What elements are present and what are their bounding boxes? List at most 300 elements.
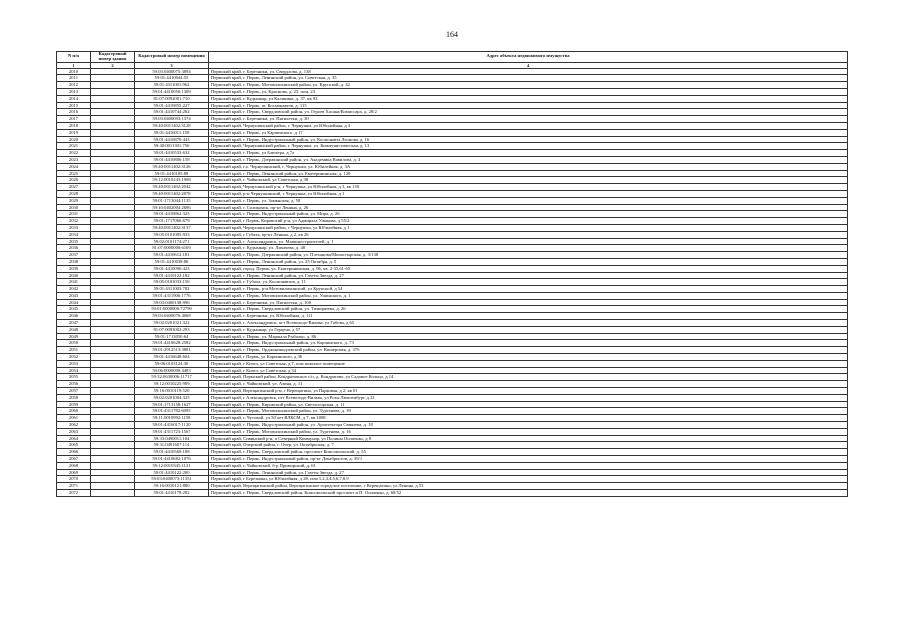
building-cadastral-cell [91,354,135,361]
building-cadastral-cell [91,326,135,333]
building-cadastral-cell [91,374,135,381]
premises-cadastral-cell: 59:01:4410038:86 [135,258,209,265]
premises-cadastral-cell: 59:01:4410862:325 [135,211,209,218]
table-row [57,435,848,442]
premises-cadastral-cell: 59:03:0400093:1374 [135,116,209,123]
premises-cadastral-cell: 59:02:0101174:271 [135,238,209,245]
table-row [57,82,848,89]
address-cell: Пермский край, г.о. Чернушинский, г. Чернушка, ул. Юбилейная, д. 3А [209,163,848,170]
address-cell: Пермский край, г. Пермь, Ленинский район, ул. Газеты Звезда, д. 27 [209,469,848,476]
table-row [57,394,848,401]
row-number: 2051 [57,347,91,354]
table-row [57,469,848,476]
table-row [57,170,848,177]
building-cadastral-cell [91,156,135,163]
row-number: 2034 [57,231,91,238]
premises-cadastral-cell: 59:01:2912513:3881 [135,347,209,354]
premises-cadastral-cell: 59:01:4410855:227 [135,102,209,109]
premises-cadastral-cell: 59:16:0010119:520 [135,388,209,395]
row-number: 2038 [57,258,91,265]
table-row [57,388,848,395]
address-cell: Пермский край, Сивинский р-н, п Северный Коммунар, ул Полины Осипенко, д 8 [209,435,848,442]
table-row [57,476,848,483]
premises-cadastral-cell: 59:01:4410050:1309 [135,88,209,95]
building-cadastral-cell [91,197,135,204]
premises-cadastral-cell: 59:01:4410628:2582 [135,340,209,347]
building-cadastral-cell [91,394,135,401]
table-row [57,408,848,415]
address-cell: Пермский край, г. Пермь, Мотовилихинский район, ул. Ушинского, д. 1 [209,292,848,299]
table-row [57,462,848,469]
address-cell: Пермский край, Верещагинский район, Верещагинское городское поселение, г Верещагино, ул Ленина, д 53 [209,483,848,490]
row-number: 2056 [57,381,91,388]
table-row [57,109,848,116]
building-cadastral-cell [91,75,135,82]
premises-cadastral-cell: 59:03:0400075:3894 [135,68,209,75]
row-number: 2043 [57,292,91,299]
table-row [57,156,848,163]
building-cadastral-cell [91,435,135,442]
table-row [57,340,848,347]
row-number: 2062 [57,422,91,429]
row-number: 2029 [57,197,91,204]
premises-cadastral-cell: 59:01:4311003:782 [135,286,209,293]
premises-cadastral-cell: 59:01:4416011:158 [135,129,209,136]
building-cadastral-cell [91,204,135,211]
address-cell: Пермский край, Пермский район, Кондратовское с/п, д. Кондратово, ул Садовое Кольцо, д 14 [209,374,848,381]
premises-cadastral-cell: 59:01:4410744:262 [135,109,209,116]
building-cadastral-cell [91,143,135,150]
table-row [57,483,848,490]
premises-cadastral-cell: 59:12:0010345:1121 [135,462,209,469]
building-cadastral-cell [91,360,135,367]
premises-cadastral-cell: 59:06:0103124:30 [135,360,209,367]
row-number: 2024 [57,163,91,170]
row-number: 2059 [57,401,91,408]
table-row [57,320,848,327]
row-number: 2047 [57,320,91,327]
address-cell: Пермский край, г. Александровск, пгт Всеволодо-Вильва, ул Габова, д 65 [209,320,848,327]
premises-cadastral-cell: 59:01:4416017:1120 [135,422,209,429]
premises-cadastral-cell: 59:01:4410682:1076 [135,456,209,463]
table-row [57,333,848,340]
table-row [57,265,848,272]
premises-cadastral-cell: 59:01:1717066:679 [135,218,209,225]
address-cell: Пермский край, г. Пермь, р-н Мотовилихинский, ул Крупской, д 54 [209,286,848,293]
row-number: 2070 [57,476,91,483]
building-cadastral-cell [91,258,135,265]
building-cadastral-cell [91,320,135,327]
building-cadastral-cell [91,442,135,449]
building-cadastral-cell [91,381,135,388]
row-number: 2035 [57,238,91,245]
row-number: 2019 [57,129,91,136]
table-row [57,184,848,191]
address-cell: Пермский край, г Кизел, ул Советская, д 34 [209,367,848,374]
premises-cadastral-cell: 59:40:0011402:2042 [135,184,209,191]
table-row [57,88,848,95]
building-cadastral-cell [91,299,135,306]
address-cell: Пермский край, г Пермь, ул Карпинского, д 36 [209,354,848,361]
table-row [57,136,848,143]
address-cell: Пермский край, г. Пермь, Ленинский район, ул. Советская, д. 35 [209,75,848,82]
premises-cadastral-cell: 59:01:4410569:188 [135,449,209,456]
table-row [57,197,848,204]
building-cadastral-cell [91,272,135,279]
premises-cadastral-cell: 59:05:0101005:933 [135,231,209,238]
premises-cadastral-cell: 59:12:0010243:1908 [135,177,209,184]
premises-cadastral-cell: 59:01:4416648:604 [135,354,209,361]
address-cell: Пермский край, г. Пермь, ул. Краснова, д. 25, пом. 23 [209,88,848,95]
table-row [57,116,848,123]
row-number: 2031 [57,211,91,218]
table-row [57,218,848,225]
table-body [57,68,848,496]
row-number: 2014 [57,95,91,102]
premises-cadastral-cell: 59:01:1713050:64 [135,333,209,340]
row-number: 2066 [57,449,91,456]
premises-cadastral-cell: 59:01:4311906:1776 [135,292,209,299]
address-cell: Пермский край, г. Чайковский, ул. Азина, д. 11 [209,381,848,388]
building-cadastral-cell [91,313,135,320]
row-number: 2061 [57,415,91,422]
building-cadastral-cell [91,170,135,177]
address-cell: Пермский край, Чернушинский район, г Чернушка, ул Юбилейная, д 1 [209,224,848,231]
address-cell: Пермский край, г Губаха, пр-кт Ленина, д 2, кв 26 [209,231,848,238]
table-header-row [57,52,848,63]
building-cadastral-cell [91,224,135,231]
table-row [57,245,848,252]
table-row [57,326,848,333]
row-number: 2018 [57,122,91,129]
address-cell: Пермский край, Верещагинский р-н, г Верещагино, ул Парковая, д 2, кв 01 [209,388,848,395]
row-number: 2012 [57,82,91,89]
building-cadastral-cell [91,415,135,422]
table-row [57,374,848,381]
row-number: 2048 [57,326,91,333]
address-cell: Пермский край, Чернушинский район, г. Чернушка, ул Юбилейная, д 3 [209,122,848,129]
row-number: 2063 [57,428,91,435]
premises-cadastral-cell: 59:01:4410806:158 [135,156,209,163]
premises-cadastral-cell: 59:03:0400138:996 [135,299,209,306]
building-cadastral-cell [91,469,135,476]
row-number: 2033 [57,224,91,231]
address-cell: Пермский край, г. Пермь, Свердловский район, ул. Тимирязева, д. 26 [209,306,848,313]
building-cadastral-cell [91,136,135,143]
address-cell: Пермский край, г. Кудымкар, ул. Лихачева, д. 48 [209,245,848,252]
address-cell: Пермский край, Очерский район, г. Очер, ул. Октябрьская, д. 7 [209,442,848,449]
building-cadastral-cell [91,211,135,218]
address-cell: Пермский край, г. Пермь, Ленинский район, ул. Екатерининская, д. 120 [209,170,848,177]
premises-cadastral-cell: 59:10:0402004:2696 [135,204,209,211]
address-cell: Пермский край, г. Александровск, ул. Машиностроителей, д. 1 [209,238,848,245]
premises-cadastral-cell: 59:32:0630006:11717 [135,374,209,381]
address-cell: Пермский край, город. Пермь, ул. Екатерининская, д. 96, кв. 2-35,61-65 [209,265,848,272]
address-cell: Пермский край, г. Пермь, Орджоникидзевский район, ул. Вишерская, д. 37б [209,347,848,354]
premises-cadastral-cell: 81:07:0093002:293 [135,326,209,333]
building-cadastral-cell [91,116,135,123]
address-cell: Пермский край, г. Пермь, Свердловский район, проспект Комсомольский, д. 55 [209,449,848,456]
row-number: 2021 [57,143,91,150]
row-number: 2044 [57,299,91,306]
row-number: 2022 [57,150,91,157]
row-number: 2053 [57,360,91,367]
building-cadastral-cell [91,68,135,75]
address-cell: Пермский край, г. Соликамск, пр-кт Ленина, д. 26 [209,204,848,211]
table-row [57,204,848,211]
premises-cadastral-cell: 59:01:4410122:200 [135,469,209,476]
premises-cadastral-cell: 59:01:0000000:72790 [135,306,209,313]
premises-cadastral-cell: 59:40:0011402:3128 [135,122,209,129]
building-cadastral-cell [91,102,135,109]
row-number: 2016 [57,109,91,116]
address-cell: Пермский край, г. Чайковский, ул Советская, д 38 [209,177,848,184]
address-cell: Пермский край, г. Березники, ул. Пятилетки, д. 30 [209,116,848,123]
premises-cadastral-cell: 59:03:0400076:4068 [135,313,209,320]
table-row [57,367,848,374]
address-cell: Пермский край, г. Пермь, Свердловский район, ул. Героев Хасана/Комиссара, д. 28/2 [209,109,848,116]
table-row [57,415,848,422]
building-cadastral-cell [91,286,135,293]
building-cadastral-cell [91,184,135,191]
address-cell: Пермский край, г. Пермь, Дзержинский район, ул. Академика Вавилова, д. 4 [209,156,848,163]
premises-cadastral-cell: 59:01:4311782:6095 [135,408,209,415]
building-cadastral-cell [91,95,135,102]
table-row [57,163,848,170]
row-number: 2054 [57,367,91,374]
building-cadastral-cell [91,428,135,435]
premises-cadastral-cell: 59:40:0011301:756 [135,143,209,150]
address-cell: Пермский край, г. Пермь, Мотовилихинский район, ул. Крупской, д. 42 [209,82,848,89]
address-cell: Пермский край, г Пермь, Кировский р-н, ул Адмирала Ушакова, д 55/2 [209,218,848,225]
address-cell: Пермский край, г. Пермь, Ленинский район, ул. 25 Октября, д. 5 [209,258,848,265]
table-row [57,490,848,497]
table-row [57,224,848,231]
column-number: 2 [91,62,135,68]
table-row [57,381,848,388]
premises-cadastral-cell: 59:01:1713044:1135 [135,197,209,204]
row-number: 2026 [57,177,91,184]
building-cadastral-cell [91,88,135,95]
address-cell: Пермский край, г Кизел, ул Советская, д 7, пом нежилое помещение [209,360,848,367]
row-number: 2025 [57,170,91,177]
building-cadastral-cell [91,476,135,483]
row-number: 2057 [57,388,91,395]
address-cell: Пермский край, Чернушинский р-н, г Чернушка, ул Юбилейная, д 3, кв 130 [209,184,848,191]
column-number: 3 [135,62,209,68]
address-cell: Пермский край, г. Пермь, Мотовилихинский район, ул. Тургенева, д. 39 [209,408,848,415]
building-cadastral-cell [91,408,135,415]
premises-cadastral-cell: 59:40:0011402:2878 [135,190,209,197]
address-cell: Пермский край, г. Пермь, Свердловский район, Комсомольский проспект и П. Осипенко, д. 68/52 [209,490,848,497]
table-row [57,347,848,354]
address-cell: Пермский край, г. Пермь, Кировский район, ул. Светлогорская, д. 11 [209,401,848,408]
row-number: 2032 [57,218,91,225]
row-number: 2020 [57,136,91,143]
address-cell: Пермский край, г. Чусовой, ул 50 лет ВЛКСМ, д 7, кв 1008 [209,415,848,422]
table-row [57,122,848,129]
row-number: 2040 [57,272,91,279]
premises-cadastral-cell: 59:40:0011402:3137 [135,224,209,231]
premises-cadastral-cell: 59:01:4410612:181 [135,252,209,259]
premises-cadastral-cell: 59:01:1713158:1627 [135,401,209,408]
premises-cadastral-cell: 59:31:0491607:114 [135,442,209,449]
row-number: 2058 [57,394,91,401]
row-number: 2013 [57,88,91,95]
row-number: 2046 [57,313,91,320]
premises-cadastral-cell: 59:01:4311723:1567 [135,428,209,435]
table-row [57,231,848,238]
table-row [57,75,848,82]
address-cell: Пермский край, р-н Чернушинский, г Чернушка, ул Юбилейная, д 1 [209,190,848,197]
row-number: 2027 [57,184,91,191]
building-cadastral-cell [91,245,135,252]
address-cell: Пермский край, г. Березники, ул. Свердлова, д. 138 [209,68,848,75]
table-row [57,456,848,463]
row-number: 2065 [57,442,91,449]
building-cadastral-cell [91,177,135,184]
row-number: 2030 [57,204,91,211]
premises-cadastral-cell: 59:01:4410178:282 [135,490,209,497]
address-cell: Пермский край, г. Пермь, ш. Космонавтов, д. 115 [209,102,848,109]
building-cadastral-cell [91,279,135,286]
building-cadastral-cell [91,306,135,313]
building-cadastral-cell [91,388,135,395]
column-number: 4 [209,62,848,68]
address-cell: Пермский край, г. Пермь, ул. Маршала Рыбалко, д. 86 [209,333,848,340]
building-cadastral-cell [91,129,135,136]
address-cell: Пермский край, г. Пермь, ул. Замкнская, д. 58 [209,197,848,204]
address-cell: Пермский край, г. Кудымкар, ул Калинина, д. 37, кв 93 [209,95,848,102]
row-number: 2023 [57,156,91,163]
row-number: 2060 [57,408,91,415]
table-row [57,428,848,435]
building-cadastral-cell [91,422,135,429]
table-row [57,442,848,449]
address-cell: Пермский край, г. Кудымкар, ул Герцена, д 57 [209,326,848,333]
address-cell: Пермский край, г. Пермь, Дзержинский район, ул. Плеханова/Монастырская, д. 3/138 [209,252,848,259]
table-row [57,143,848,150]
row-number: 2072 [57,490,91,497]
address-cell: Пермский край, г. Березники, ул. Юбилейная, д. 111 [209,313,848,320]
address-cell: Пермский край, г. Чайковский, б-р Приморский, д. 61 [209,462,848,469]
row-number: 2052 [57,354,91,361]
row-number: 2028 [57,190,91,197]
premises-cadastral-cell: 59:01:4410105:88 [135,170,209,177]
table-row [57,306,848,313]
building-cadastral-cell [91,340,135,347]
address-cell: Пермский край, г. Пермь, ул Блюхера, д 7а [209,150,848,157]
address-cell: Пермский край, г. Пермь, Ленинский район, ул. Газеты Звезда, д. 27 [209,272,848,279]
address-cell: Пермский край, г. Пермь, Индустриальный район, ул. Космонавта Леонова, д. 16 [209,136,848,143]
building-cadastral-cell [91,490,135,497]
row-number: 2055 [57,374,91,381]
premises-cadastral-cell: 59:33:0490011:104 [135,435,209,442]
table-row [57,68,848,75]
building-cadastral-cell [91,122,135,129]
building-cadastral-cell [91,367,135,374]
address-cell: Пермский край, г. Пермь, Индустриальный район, ул. Архитектора Свиязева, д. 18 [209,422,848,429]
row-number: 2037 [57,252,91,259]
premises-cadastral-cell: 59:03:0400073:11351 [135,476,209,483]
table-row [57,238,848,245]
address-cell: Пермский край, г Александровск, пгт Всеволодо-Вильва, ул Розы Люксембург, д 21 [209,394,848,401]
building-cadastral-cell [91,231,135,238]
table-row [57,258,848,265]
building-cadastral-cell [91,190,135,197]
row-number: 2050 [57,340,91,347]
table-row [57,401,848,408]
building-cadastral-cell [91,82,135,89]
premises-cadastral-cell: 59:01:4410122:182 [135,272,209,279]
table-row [57,299,848,306]
premises-cadastral-cell: 59:02:0201004:325 [135,394,209,401]
building-cadastral-cell [91,456,135,463]
row-number: 2068 [57,462,91,469]
table-row [57,177,848,184]
address-cell: Пермский край, г. Пермь, Индустриальный район, пр-кт Декабристов, д. 39/1 [209,456,848,463]
premises-cadastral-cell: 81:07:0092001:710 [135,95,209,102]
address-cell: Пермский край, Чернушинский район, г. Чернушка, ул. Коммунистическая, д. 13 [209,143,848,150]
premises-cadastral-cell: 59:05:0101033:156 [135,279,209,286]
table-row [57,252,848,259]
building-cadastral-cell [91,265,135,272]
row-number: 2015 [57,102,91,109]
address-cell: Пермский край, г. Пермь, Мотовилихинский район, ул. Тургенева, д. 16 [209,428,848,435]
building-cadastral-cell [91,252,135,259]
building-cadastral-cell [91,109,135,116]
property-registry-table [56,51,848,497]
row-number: 2039 [57,265,91,272]
building-cadastral-cell [91,292,135,299]
premises-cadastral-cell: 59:01:4410044:55 [135,75,209,82]
building-cadastral-cell [91,449,135,456]
row-number: 2042 [57,286,91,293]
premises-cadastral-cell: 59:11:0010992:1158 [135,415,209,422]
premises-cadastral-cell: 59:06:0000000:4483 [135,367,209,374]
address-cell: Пермский край, г. Пермь, Индустриальный район, ул. Мира, д. 26 [209,211,848,218]
table-row [57,129,848,136]
building-cadastral-cell [91,218,135,225]
table-row [57,313,848,320]
column-number: 1 [57,62,91,68]
address-cell: Пермский край, г. Березники, ул. Пятилетки, д. 100 [209,299,848,306]
row-number: 2045 [57,306,91,313]
building-cadastral-cell [91,462,135,469]
row-number: 2069 [57,469,91,476]
table-row [57,360,848,367]
building-cadastral-cell [91,483,135,490]
table-row [57,211,848,218]
address-cell: Пермский край, г. Пермь, Индустриальный район, ул. Карпинского, д. 73 [209,340,848,347]
premises-cadastral-cell: 59:40:0011402:3126 [135,163,209,170]
row-number: 2064 [57,435,91,442]
table-row [57,449,848,456]
address-cell: Пермский край, г. Губаха, ул. Космонавтов, д. 11 [209,279,848,286]
row-number: 2071 [57,483,91,490]
row-number: 2036 [57,245,91,252]
premises-cadastral-cell: 59:16:0010121:880 [135,483,209,490]
premises-cadastral-cell: 59:01:4311001:962 [135,82,209,89]
premises-cadastral-cell: 59:12:0010225:989 [135,381,209,388]
building-cadastral-cell [91,347,135,354]
premises-cadastral-cell: 59:01:4410870:443 [135,136,209,143]
table-row [57,190,848,197]
header-num: N п/п [57,52,91,63]
table-row [57,354,848,361]
header-premises-cadastral: Кадастровый номер помещения [135,52,209,63]
table-row [57,422,848,429]
